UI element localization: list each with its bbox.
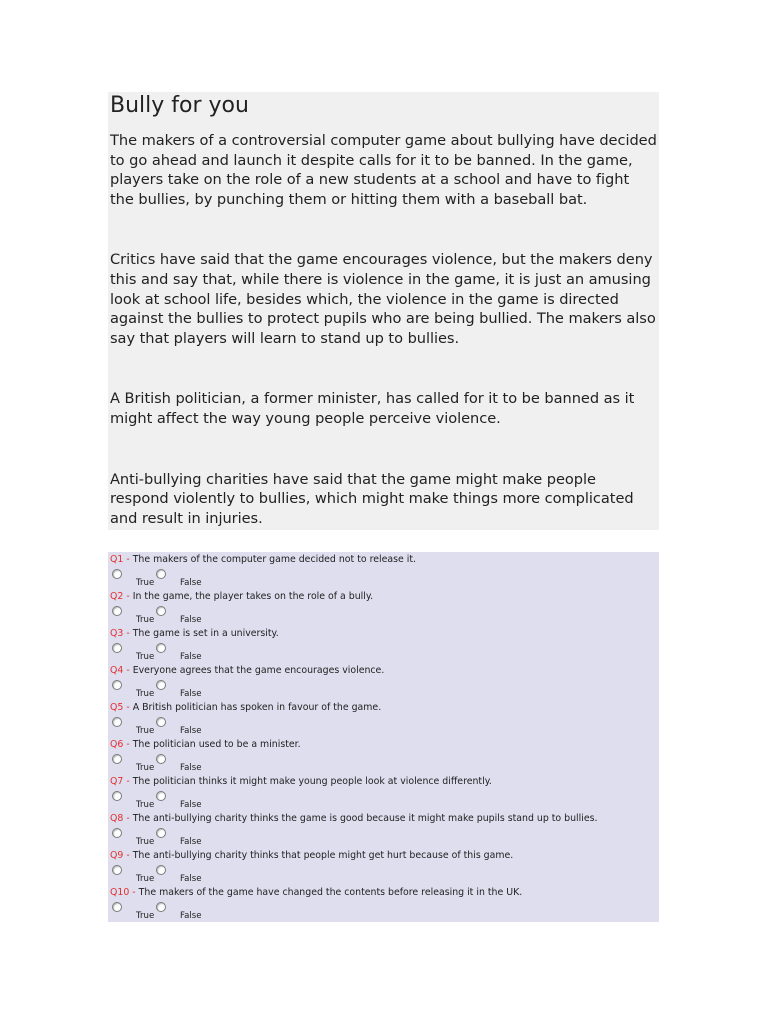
radio-true[interactable] [112,569,122,579]
question-number: Q4 [110,665,124,676]
question-block [110,848,657,885]
question-separator: - [123,739,133,750]
radio-false[interactable] [156,902,166,912]
option-false [156,606,216,626]
option-false [156,717,216,737]
question-number: Q9 [110,850,124,861]
option-false-label: False [180,874,202,884]
radio-true[interactable] [112,643,122,653]
option-false-label: False [180,615,202,625]
option-false-label: False [180,652,202,662]
question-text [110,776,492,788]
question-block [110,626,657,663]
question-text [110,850,513,862]
radio-true[interactable] [112,754,122,764]
question-statement: The politician thinks it might make young people look at violence differently. [132,776,492,787]
option-false-label: False [180,911,202,921]
article-title: Bully for you [110,93,249,118]
option-true-label: True [136,578,155,588]
question-number: Q3 [110,628,124,639]
option-false-label: False [180,578,202,588]
question-statement: The game is set in a university. [132,628,279,639]
radio-true[interactable] [112,902,122,912]
question-block [110,811,657,848]
article-paragraph: Anti-bullying charities have said that the game might make people respond violently to bullies, which might make things more complicated and result in injuries. [110,470,634,527]
question-number: Q1 [110,554,124,565]
radio-false[interactable] [156,754,166,764]
radio-true[interactable] [112,791,122,801]
option-true-label: True [136,689,155,699]
radio-false[interactable] [156,717,166,727]
question-text [110,628,279,640]
radio-false[interactable] [156,791,166,801]
option-true-label: True [136,837,155,847]
question-block [110,589,657,626]
question-number: Q2 [110,591,124,602]
option-true-label: True [136,911,155,921]
question-number: Q7 [110,776,124,787]
radio-true[interactable] [112,606,122,616]
question-separator: - [123,776,133,787]
question-statement: The anti-bullying charity thinks that people might get hurt because of this game. [132,850,514,861]
option-true-label: True [136,800,155,810]
question-block [110,663,657,700]
question-text [110,554,416,566]
question-number: Q5 [110,702,124,713]
question-statement: A British politician has spoken in favour of the game. [132,702,382,713]
question-separator: - [123,554,133,565]
radio-false[interactable] [156,865,166,875]
radio-false[interactable] [156,680,166,690]
question-statement: Everyone agrees that the game encourages violence. [132,665,385,676]
radio-false[interactable] [156,569,166,579]
option-false-label: False [180,689,202,699]
question-text [110,887,522,899]
question-statement: In the game, the player takes on the role of a bully. [132,591,374,602]
radio-true[interactable] [112,717,122,727]
question-block [110,774,657,811]
option-false [156,902,216,922]
option-false [156,754,216,774]
question-block [110,885,657,922]
question-number: Q8 [110,813,124,824]
question-text [110,702,381,714]
question-text [110,591,373,603]
question-text [110,665,384,677]
question-block [110,737,657,774]
question-separator: - [129,887,139,898]
radio-false[interactable] [156,643,166,653]
question-number: Q10 [110,887,130,898]
option-false [156,828,216,848]
article-panel [108,92,659,530]
radio-true[interactable] [112,680,122,690]
question-separator: - [123,665,133,676]
question-statement: The politician used to be a minister. [132,739,301,750]
question-separator: - [123,702,133,713]
option-false [156,865,216,885]
question-block [110,552,657,589]
option-false [156,643,216,663]
option-false [156,791,216,811]
question-text [110,813,597,825]
question-separator: - [123,628,133,639]
radio-true[interactable] [112,865,122,875]
radio-false[interactable] [156,606,166,616]
option-true-label: True [136,874,155,884]
radio-false[interactable] [156,828,166,838]
article-paragraph: Critics have said that the game encourages violence, but the makers deny this and say that, while there is violence in the game, it is just an amusing look at school life, besides which, the violence in the game is directed against the bullies to protect pupils who are being bullied. The makers also say that players will learn to stand up to bullies. [110,251,656,347]
question-block [110,700,657,737]
option-true-label: True [136,763,155,773]
article-paragraph: The makers of a controversial computer game about bullying have decided to go ahead and launch it despite calls for it to be banned. In the game, players take on the role of a new students at a school and have to fight the bullies, by punching them or hitting them with a baseball bat. [110,132,657,208]
option-false-label: False [180,837,202,847]
question-separator: - [123,591,133,602]
question-separator: - [123,850,133,861]
question-separator: - [123,813,133,824]
option-false-label: False [180,800,202,810]
article-paragraph: A British politician, a former minister, has called for it to be banned as it might affect the way young people perceive violence. [110,390,635,427]
option-true-label: True [136,726,155,736]
radio-true[interactable] [112,828,122,838]
question-statement: The makers of the game have changed the contents before releasing it in the UK. [138,887,523,898]
question-statement: The anti-bullying charity thinks the game is good because it might make pupils stand up to bullies. [132,813,598,824]
option-false [156,680,216,700]
option-false-label: False [180,763,202,773]
option-true-label: True [136,615,155,625]
question-number: Q6 [110,739,124,750]
option-false-label: False [180,726,202,736]
option-true-label: True [136,652,155,662]
quiz-panel [108,552,659,922]
option-false [156,569,216,589]
question-text [110,739,301,751]
question-statement: The makers of the computer game decided not to release it. [132,554,417,565]
